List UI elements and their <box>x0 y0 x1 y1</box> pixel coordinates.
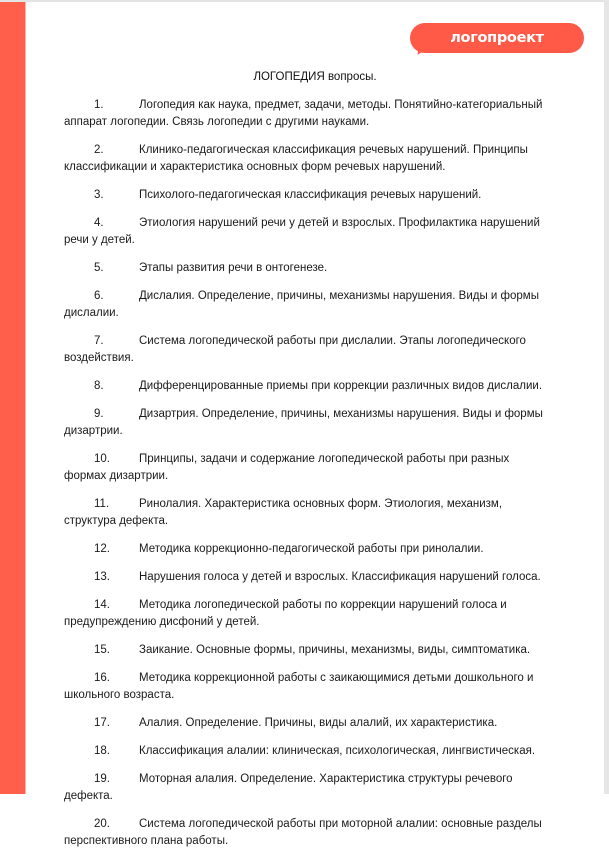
item-number: 17. <box>94 717 110 729</box>
list-item <box>64 451 544 485</box>
list-item <box>64 406 544 440</box>
item-text: Система логопедической работы при дислалии. Этапы логопедического воздействия. <box>64 335 526 364</box>
list-item <box>64 771 544 805</box>
list-item <box>64 743 544 760</box>
list-item <box>64 541 544 558</box>
item-number: 3. <box>94 189 104 201</box>
item-text: Методика коррекционной работы с заикающимися детьми дошкольного и школьного возраста. <box>64 672 534 701</box>
item-number: 9. <box>94 408 104 420</box>
item-text: Алалия. Определение. Причины, виды алалий, их характеристика. <box>139 717 498 729</box>
item-number: 11. <box>94 498 110 510</box>
brand-logo <box>410 23 584 76</box>
item-number: 19. <box>94 773 110 785</box>
item-text: Классификация алалии: клиническая, психологическая, лингвистическая. <box>139 745 536 757</box>
list-item <box>64 496 544 530</box>
item-text: Психолого-педагогическая классификация речевых нарушений. <box>139 189 482 201</box>
item-text: Дислалия. Определение, причины, механизмы нарушения. Виды и формы дислалии. <box>64 290 539 319</box>
list-item <box>64 142 544 176</box>
item-number: 16. <box>94 672 110 684</box>
list-item <box>64 597 544 631</box>
brand-logo-text: логопроект архиповой <box>450 30 544 76</box>
item-text: Заикание. Основные формы, причины, механизмы, виды, симптоматика. <box>139 644 531 656</box>
right-border <box>604 0 609 794</box>
item-number: 6. <box>94 290 104 302</box>
item-text: Ринолалия. Характеристика основных форм. Этиология, механизм, структура дефекта. <box>64 498 503 527</box>
item-number: 8. <box>94 380 104 392</box>
item-text: Дифференцированные приемы при коррекции различных видов дислалии. <box>139 380 543 392</box>
list-item <box>64 288 544 322</box>
item-text: Клинико-педагогическая классификация речевых нарушений. Принципы классификации и характеристика основных форм речевых нарушений. <box>64 144 528 173</box>
item-number: 10. <box>94 453 110 465</box>
item-text: Методика коррекционно-педагогической работы при ринолалии. <box>139 543 484 555</box>
list-item <box>64 260 544 277</box>
item-text: Этиология нарушений речи у детей и взрослых. Профилактика нарушений речи у детей. <box>64 217 540 246</box>
item-text: Система логопедической работы при моторной алалии: основные разделы перспективного плана работы. <box>64 818 542 847</box>
item-text: Методика логопедической работы по коррекции нарушений голоса и предупреждению дисфоний у детей. <box>64 599 507 628</box>
item-number: 1. <box>94 99 104 111</box>
item-text: Моторная алалия. Определение. Характеристика структуры речевого дефекта. <box>64 773 513 802</box>
list-item <box>64 187 544 204</box>
item-text: Дизартрия. Определение, причины, механизмы нарушения. Виды и формы дизартрии. <box>64 408 543 437</box>
list-item <box>64 378 544 395</box>
list-item <box>64 215 544 249</box>
list-item <box>64 642 544 659</box>
item-text: Нарушения голоса у детей и взрослых. Классификация нарушений голоса. <box>139 571 541 583</box>
item-number: 5. <box>94 262 104 274</box>
accent-sidebar-bar <box>0 2 25 794</box>
item-text: Принципы, задачи и содержание логопедической работы при разных формах дизартрии. <box>64 453 510 482</box>
accent-bar-edge <box>25 2 26 794</box>
item-text: Этапы развития речи в онтогенезе. <box>139 262 328 274</box>
item-number: 4. <box>94 217 104 229</box>
question-list <box>64 97 544 861</box>
item-number: 7. <box>94 335 104 347</box>
item-number: 2. <box>94 144 104 156</box>
item-number: 12. <box>94 543 110 555</box>
list-item <box>64 670 544 704</box>
list-item <box>64 97 544 131</box>
list-item <box>64 816 544 850</box>
list-item <box>64 715 544 732</box>
item-number: 13. <box>94 571 110 583</box>
item-number: 15. <box>94 644 110 656</box>
document-title: ЛОГОПЕДИЯ вопросы. <box>253 71 377 83</box>
item-number: 14. <box>94 599 110 611</box>
item-number: 20. <box>94 818 110 830</box>
list-item <box>64 333 544 367</box>
list-item <box>64 569 544 586</box>
top-border <box>0 0 609 2</box>
item-text: Логопедия как наука, предмет, задачи, методы. Понятийно-категориальный аппарат логопедии. Связь логопедии с другими науками. <box>64 99 543 128</box>
item-number: 18. <box>94 745 110 757</box>
